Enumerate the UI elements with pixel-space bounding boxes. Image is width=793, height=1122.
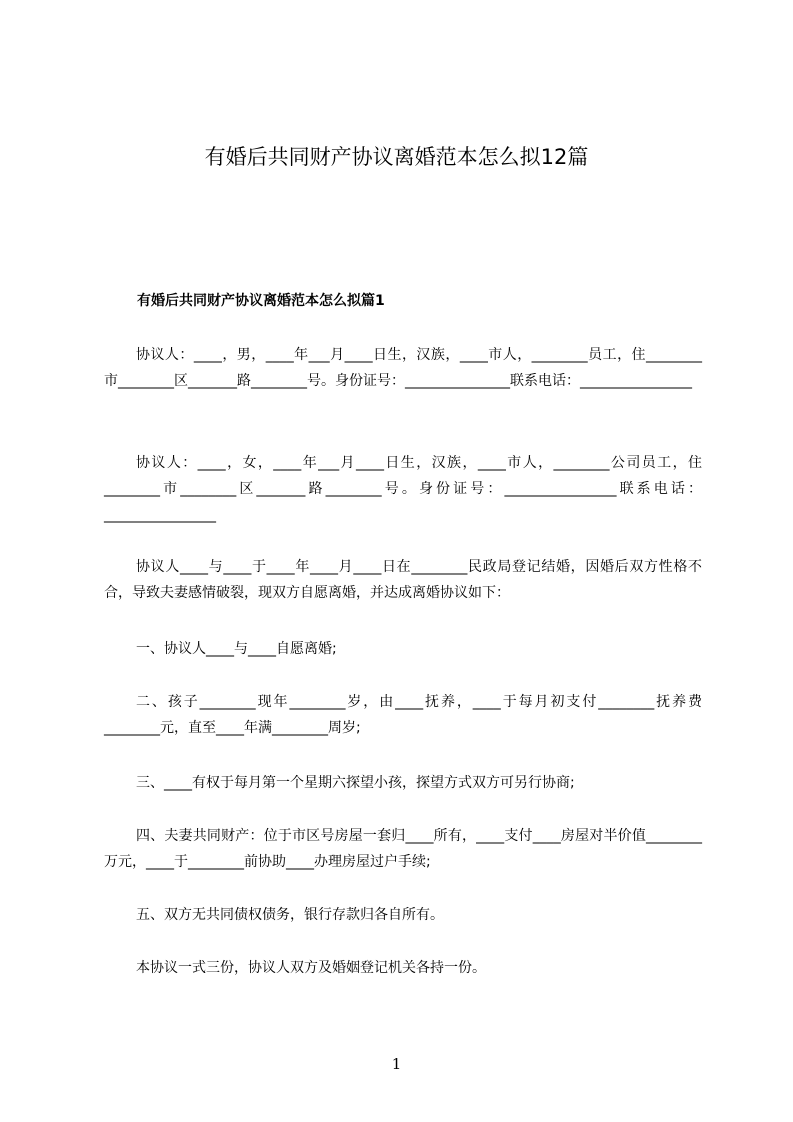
section-heading: 有婚后共同财产协议离婚范本怎么拟篇1 — [137, 293, 385, 309]
clause-voluntary-divorce: 一、协议人____与____自愿离婚; — [136, 641, 337, 657]
clause-debts-and-savings: 五、双方无共同债权债务，银行存款归各自所有。 — [136, 907, 444, 923]
paragraph-party-female: 协议人：____，女，____年___月____日生，汉族，____市人，________公司员工，住________市________区_______路________号。身份证号：________________联系电话：________________ — [104, 455, 702, 523]
clause-visitation-rights: 三、____有权于每月第一个星期六探望小孩，探望方式双方可另行协商; — [136, 775, 575, 791]
paragraph-party-male: 协议人：____，男，____年___月____日生，汉族，____市人，________员工，住________市________区_______路________号。身份证号：_______________联系电话：________________ — [104, 347, 702, 389]
paragraph-copies-statement: 本协议一式三份，协议人双方及婚姻登记机关各持一份。 — [136, 960, 486, 976]
page-number: 1 — [391, 1055, 402, 1073]
document-title: 有婚后共同财产协议离婚范本怎么拟12篇 — [204, 145, 589, 169]
clause-child-custody: 二、孩子________现年________岁，由____抚养，____于每月初支付________抚养费________元，直至____年满________周岁; — [104, 694, 702, 736]
paragraph-marriage-registration: 协议人____与____于____年____月____日在________民政局登记结婚，因婚后双方性格不合，导致夫妻感情破裂，现双方自愿离婚，并达成离婚协议如下： — [104, 559, 702, 601]
clause-joint-property: 四、夫妻共同财产：位于市区号房屋一套归____所有，____支付____房屋对半价值________万元，____于________前协助____办理房屋过户手续; — [104, 828, 702, 870]
